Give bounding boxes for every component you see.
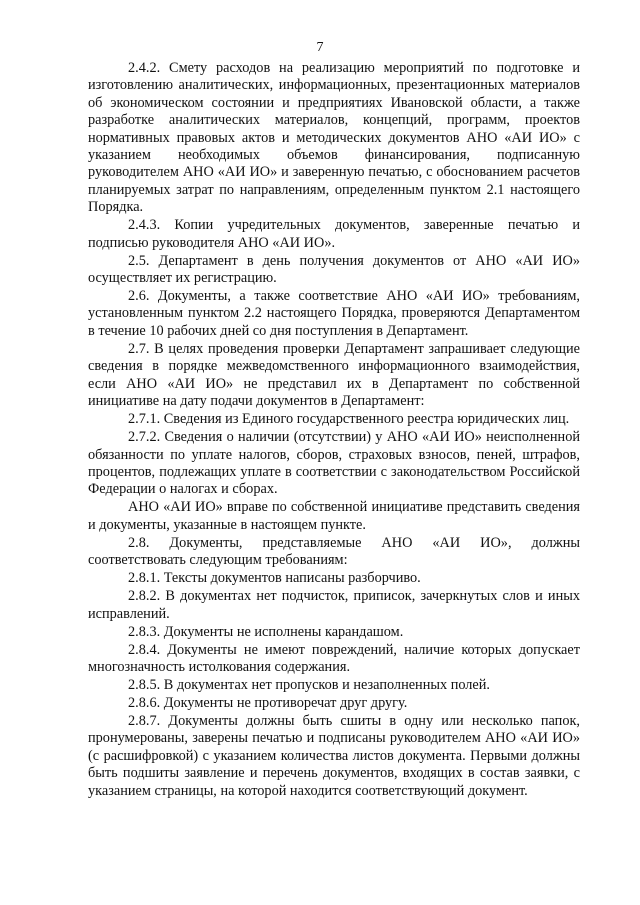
paragraph-2-7-2: 2.7.2. Сведения о наличии (отсутствии) у АНО «АИ ИО» неисполненной обязанности по уплате налогов, сборов, страховых взносов, пеней, штрафов, процентов, подлежащих уплате в соответствии с законодательством Российской Федерации о налогах и сборах. (88, 429, 580, 498)
paragraph-2-6: 2.6. Документы, а также соответствие АНО «АИ ИО» требованиям, установленным пунктом 2.2 настоящего Порядка, проверяются Департаментом в течение 10 рабочих дней со дня поступления в Департамент. (88, 288, 580, 339)
document-body (88, 60, 580, 801)
paragraph-2-4-3: 2.4.3. Копии учредительных документов, заверенные печатью и подписью руководителя АНО «АИ ИО». (88, 217, 580, 251)
paragraph-2-7-1: 2.7.1. Сведения из Единого государственного реестра юридических лиц. (128, 411, 570, 428)
paragraph-2-8-4: 2.8.4. Документы не имеют повреждений, наличие которых допускает многозначность истолкования содержания. (88, 641, 580, 675)
paragraph-2-8: 2.8. Документы, представляемые АНО «АИ ИО», должны соответствовать следующим требованиям: (88, 534, 580, 569)
paragraph-2-5: 2.5. Департамент в день получения документов от АНО «АИ ИО» осуществляет их регистрацию. (88, 252, 580, 287)
paragraph-2-8-2: 2.8.2. В документах нет подчисток, приписок, зачеркнутых слов и иных исправлений. (88, 588, 580, 622)
paragraph-2-8-6: 2.8.6. Документы не противоречат друг другу. (128, 694, 408, 711)
paragraph-2-4-2: 2.4.2. Смету расходов на реализацию мероприятий по подготовке и изготовлению аналитических, информационных, презентационных материалов об экономическом состоянии и предприятиях Ивановской области, а также разработке аналитических материалов, концепций, программ, проектов нормативных правовых актов и методических документов АНО «АИ ИО» с указанием необходимых объемов финансирования, подписанную руководителем АНО «АИ ИО» и заверенную печатью, с обоснованием расчетов планируемых затрат по направлениям, определенным пунктом 2.1 настоящего Порядка. (88, 60, 580, 216)
paragraph-2-8-7: 2.8.7. Документы должны быть сшиты в одну или несколько папок, пронумерованы, заверены печатью и подписаны руководителем АНО «АИ ИО» (с расшифровкой) с указанием количества листов документа. Первыми должны быть подшиты заявление и перечень документов, входящих в состав заявки, с указанием страницы, на которой находится соответствующий документ. (88, 712, 580, 799)
paragraph-2-8-1: 2.8.1. Тексты документов написаны разборчиво. (128, 570, 421, 587)
paragraph-ano-right: АНО «АИ ИО» вправе по собственной инициативе представить сведения и документы, указанные в настоящем пункте. (88, 499, 580, 533)
paragraph-2-8-3: 2.8.3. Документы не исполнены карандашом. (128, 623, 404, 640)
page-number: 7 (316, 40, 324, 55)
paragraph-2-8-5: 2.8.5. В документах нет пропусков и незаполненных полей. (128, 676, 491, 693)
paragraph-2-7: 2.7. В целях проведения проверки Департамент запрашивает следующие сведения в порядке межведомственного информационного взаимодействия, если АНО «АИ ИО» не представил их в Департамент по собственной инициативе на дату подачи документов в Департамент: (88, 340, 580, 410)
